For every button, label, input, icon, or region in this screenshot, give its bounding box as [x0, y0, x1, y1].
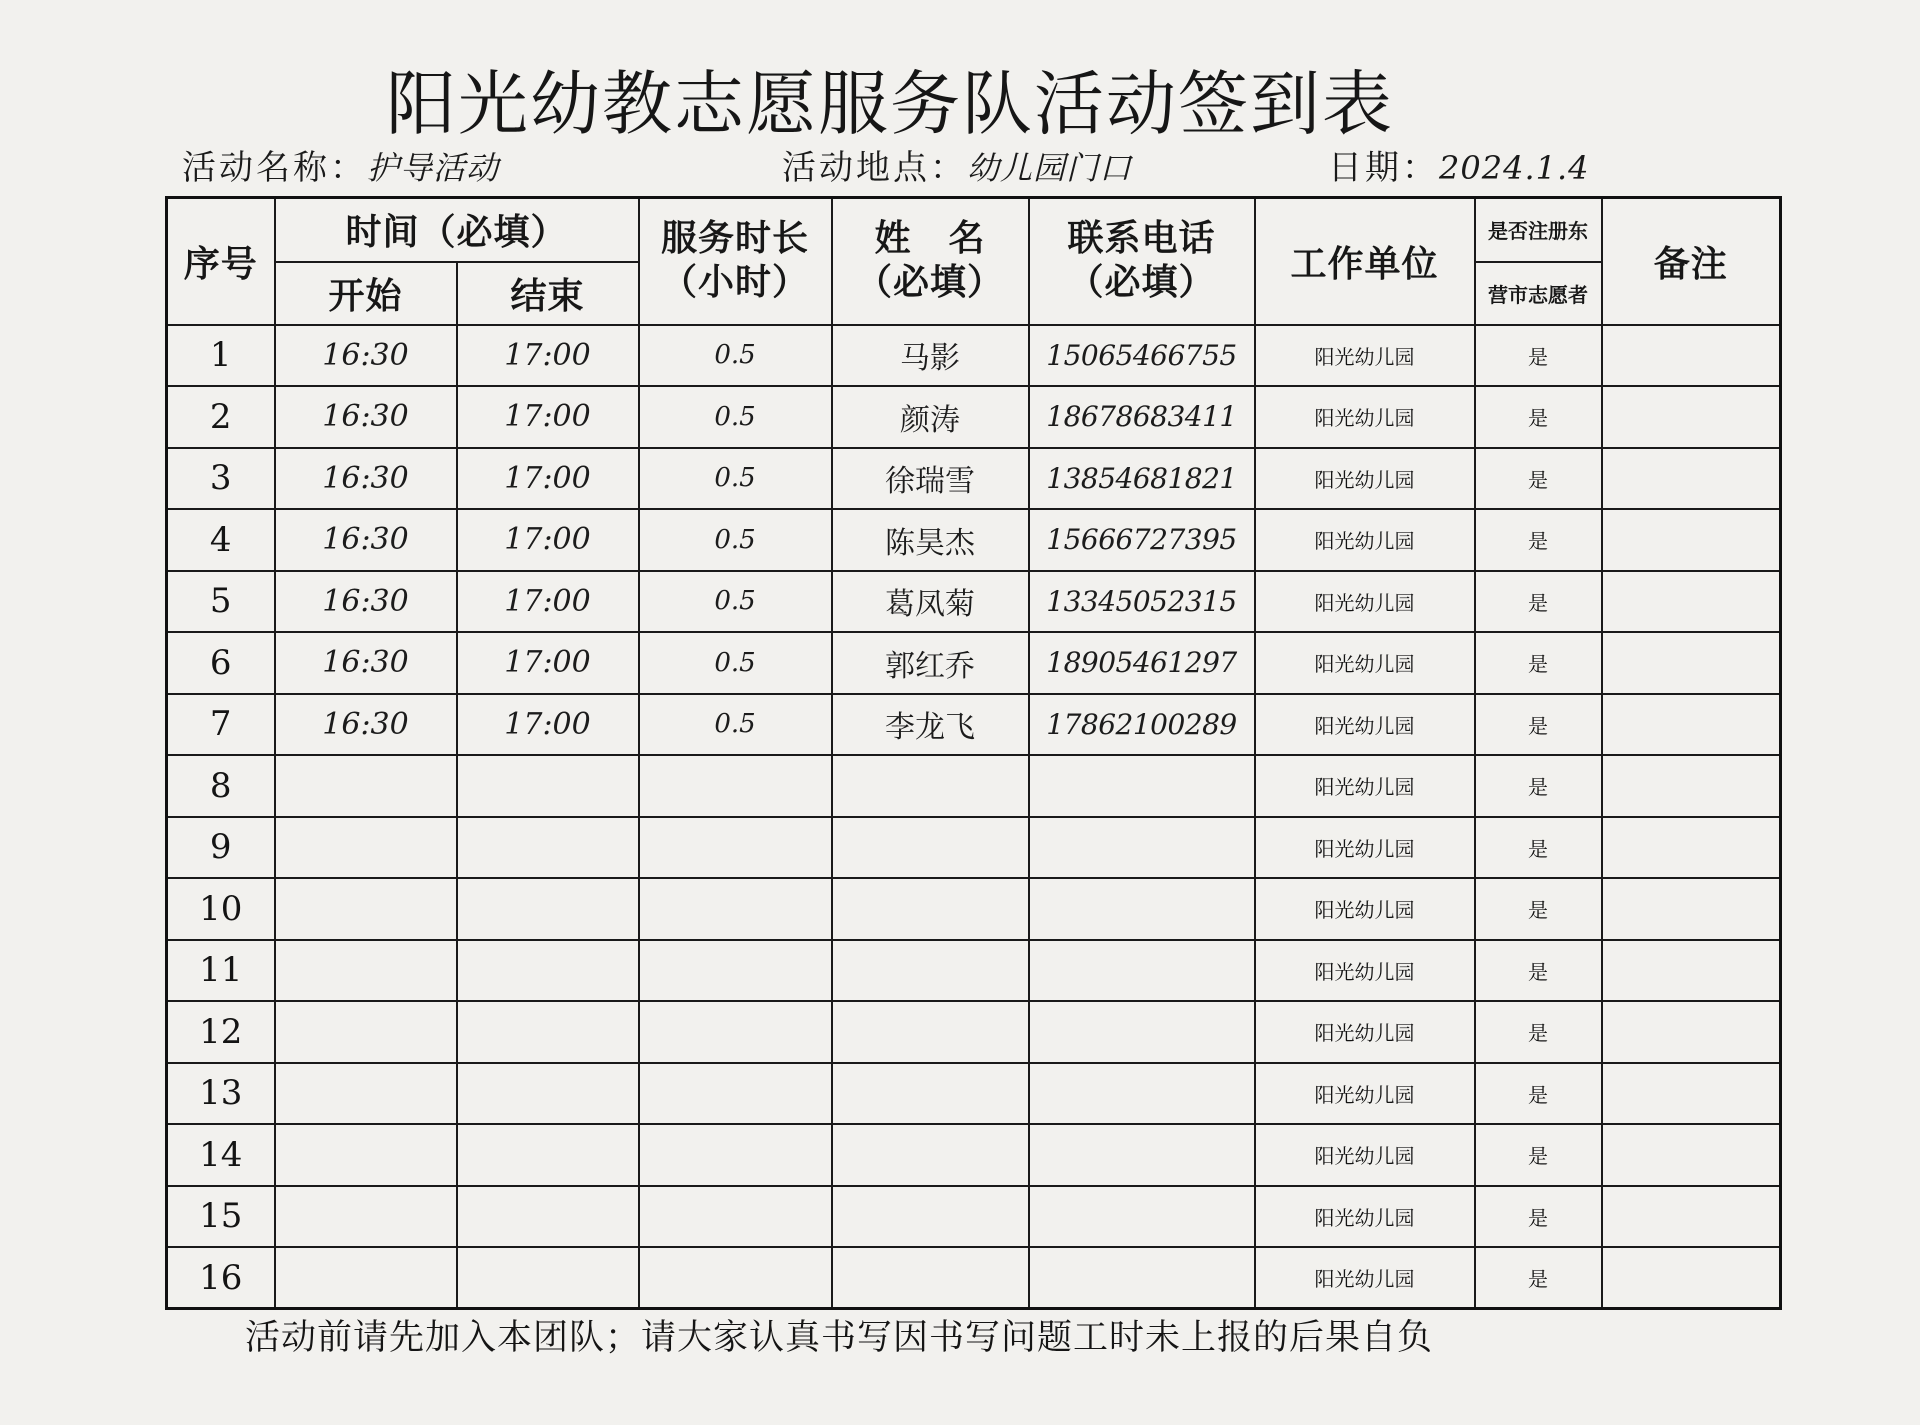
volunteer-name-cell: 郭红乔: [832, 632, 1029, 694]
table-row: [167, 1001, 1781, 1063]
table-row: [167, 448, 1781, 510]
work-unit-cell: 阳光幼儿园: [1255, 1001, 1475, 1063]
registered-cell: 是: [1475, 632, 1602, 694]
remark-cell: [1602, 386, 1781, 448]
duration-cell: [639, 1001, 832, 1063]
remark-cell: [1602, 448, 1781, 510]
row-index: 13: [167, 1063, 275, 1125]
footer-note: 活动前请先加入本团队；请大家认真书写因书写问题工时未上报的后果自负: [245, 1318, 1434, 1358]
row-index: 4: [167, 509, 275, 571]
start-time-cell: [275, 940, 457, 1002]
phone-cell: 18678683411: [1029, 386, 1255, 448]
phone-cell: 15065466755: [1029, 325, 1255, 387]
phone-cell: 18905461297: [1029, 632, 1255, 694]
registered-cell: 是: [1475, 325, 1602, 387]
remark-cell: [1602, 940, 1781, 1002]
duration-cell: [639, 817, 832, 879]
start-time-cell: [275, 817, 457, 879]
end-time-cell: [457, 940, 639, 1002]
duration-cell: [639, 1186, 832, 1248]
row-index: 8: [167, 755, 275, 817]
header-remark: 备注: [1602, 198, 1781, 325]
phone-cell: [1029, 1247, 1255, 1309]
work-unit-cell: 阳光幼儿园: [1255, 817, 1475, 879]
duration-cell: [639, 755, 832, 817]
work-unit-cell: 阳光幼儿园: [1255, 571, 1475, 633]
work-unit-cell: 阳光幼儿园: [1255, 448, 1475, 510]
sign-in-table: [165, 196, 1782, 1310]
table-row: [167, 571, 1781, 633]
end-time-cell: 17:00: [457, 694, 639, 756]
end-time-cell: 17:00: [457, 509, 639, 571]
volunteer-name-cell: [832, 878, 1029, 940]
phone-cell: 17862100289: [1029, 694, 1255, 756]
phone-cell: 13345052315: [1029, 571, 1255, 633]
remark-cell: [1602, 509, 1781, 571]
row-index: 16: [167, 1247, 275, 1309]
remark-cell: [1602, 878, 1781, 940]
volunteer-name-cell: 李龙飞: [832, 694, 1029, 756]
volunteer-name-cell: 颜涛: [832, 386, 1029, 448]
duration-cell: 0.5: [639, 509, 832, 571]
work-unit-cell: 阳光幼儿园: [1255, 878, 1475, 940]
row-index: 15: [167, 1186, 275, 1248]
work-unit-cell: 阳光幼儿园: [1255, 1247, 1475, 1309]
registered-cell: 是: [1475, 1001, 1602, 1063]
work-unit-cell: 阳光幼儿园: [1255, 1124, 1475, 1186]
end-time-cell: 17:00: [457, 448, 639, 510]
start-time-cell: 16:30: [275, 632, 457, 694]
end-time-cell: [457, 1001, 639, 1063]
start-time-cell: [275, 1063, 457, 1125]
table-row: [167, 878, 1781, 940]
end-time-cell: 17:00: [457, 386, 639, 448]
end-time-cell: 17:00: [457, 632, 639, 694]
registered-cell: 是: [1475, 878, 1602, 940]
remark-cell: [1602, 817, 1781, 879]
duration-cell: [639, 878, 832, 940]
registered-cell: 是: [1475, 386, 1602, 448]
phone-cell: [1029, 1001, 1255, 1063]
table-row: [167, 1063, 1781, 1125]
phone-cell: [1029, 755, 1255, 817]
phone-cell: [1029, 1063, 1255, 1125]
duration-cell: 0.5: [639, 694, 832, 756]
remark-cell: [1602, 1001, 1781, 1063]
activity-date: [1328, 140, 1590, 189]
duration-cell: 0.5: [639, 325, 832, 387]
table-row: [167, 817, 1781, 879]
duration-cell: 0.5: [639, 632, 832, 694]
row-index: 7: [167, 694, 275, 756]
activity-date-value: 2024.1.4: [1439, 149, 1590, 187]
activity-location-value: 幼儿园门口: [967, 149, 1133, 187]
header-phone-line1: 联系电话: [1067, 218, 1216, 260]
header-phone: [1029, 198, 1255, 325]
volunteer-name-cell: [832, 1186, 1029, 1248]
row-index: 12: [167, 1001, 275, 1063]
remark-cell: [1602, 755, 1781, 817]
table-row: [167, 694, 1781, 756]
remark-cell: [1602, 1063, 1781, 1125]
remark-cell: [1602, 325, 1781, 387]
end-time-cell: [457, 755, 639, 817]
row-index: 2: [167, 386, 275, 448]
work-unit-cell: 阳光幼儿园: [1255, 632, 1475, 694]
phone-cell: [1029, 1186, 1255, 1248]
work-unit-cell: 阳光幼儿园: [1255, 509, 1475, 571]
registered-cell: 是: [1475, 940, 1602, 1002]
work-unit-cell: 阳光幼儿园: [1255, 694, 1475, 756]
header-name-line1: 姓 名: [874, 218, 986, 260]
volunteer-name-cell: [832, 817, 1029, 879]
duration-cell: 0.5: [639, 386, 832, 448]
end-time-cell: [457, 817, 639, 879]
start-time-cell: [275, 1124, 457, 1186]
duration-cell: [639, 1247, 832, 1309]
table-row: [167, 509, 1781, 571]
row-index: 3: [167, 448, 275, 510]
registered-cell: 是: [1475, 448, 1602, 510]
table-row: [167, 1186, 1781, 1248]
phone-cell: [1029, 878, 1255, 940]
start-time-cell: [275, 1186, 457, 1248]
header-name: [832, 198, 1029, 325]
remark-cell: [1602, 571, 1781, 633]
start-time-cell: 16:30: [275, 571, 457, 633]
start-time-cell: 16:30: [275, 325, 457, 387]
table-row: [167, 1124, 1781, 1186]
registered-cell: 是: [1475, 1186, 1602, 1248]
table-row: [167, 940, 1781, 1002]
registered-cell: 是: [1475, 571, 1602, 633]
end-time-cell: [457, 1247, 639, 1309]
registered-cell: 是: [1475, 817, 1602, 879]
header-start: 开始: [275, 262, 457, 325]
header-duration: [639, 198, 832, 325]
header-name-line2: （必填）: [855, 262, 1004, 304]
table-row: [167, 386, 1781, 448]
activity-location-label: 活动地点：: [782, 148, 967, 188]
remark-cell: [1602, 1247, 1781, 1309]
work-unit-cell: 阳光幼儿园: [1255, 1186, 1475, 1248]
start-time-cell: [275, 878, 457, 940]
start-time-cell: 16:30: [275, 694, 457, 756]
volunteer-name-cell: [832, 1063, 1029, 1125]
activity-location: [782, 140, 1132, 189]
registered-cell: 是: [1475, 509, 1602, 571]
page-title: 阳光幼教志愿服务队活动签到表: [386, 63, 1394, 145]
start-time-cell: 16:30: [275, 386, 457, 448]
duration-cell: [639, 1124, 832, 1186]
duration-cell: [639, 940, 832, 1002]
header-index: 序号: [167, 198, 275, 325]
activity-name-label: 活动名称：: [182, 148, 367, 188]
work-unit-cell: 阳光幼儿园: [1255, 755, 1475, 817]
table-row: [167, 325, 1781, 387]
header-time: 时间（必填）: [275, 198, 639, 262]
duration-cell: 0.5: [639, 571, 832, 633]
registered-cell: 是: [1475, 1063, 1602, 1125]
phone-cell: 13854681821: [1029, 448, 1255, 510]
end-time-cell: [457, 1124, 639, 1186]
work-unit-cell: 阳光幼儿园: [1255, 940, 1475, 1002]
end-time-cell: 17:00: [457, 571, 639, 633]
activity-date-label: 日期：: [1328, 148, 1439, 188]
row-index: 11: [167, 940, 275, 1002]
work-unit-cell: 阳光幼儿园: [1255, 1063, 1475, 1125]
phone-cell: [1029, 1124, 1255, 1186]
header-registered-line2: 营市志愿者: [1475, 262, 1602, 325]
start-time-cell: 16:30: [275, 448, 457, 510]
registered-cell: 是: [1475, 694, 1602, 756]
end-time-cell: [457, 1063, 639, 1125]
start-time-cell: [275, 1001, 457, 1063]
remark-cell: [1602, 1186, 1781, 1248]
volunteer-name-cell: [832, 755, 1029, 817]
row-index: 9: [167, 817, 275, 879]
phone-cell: [1029, 817, 1255, 879]
volunteer-name-cell: [832, 1124, 1029, 1186]
registered-cell: 是: [1475, 755, 1602, 817]
activity-name-value: 护导活动: [367, 149, 500, 187]
registered-cell: 是: [1475, 1124, 1602, 1186]
table-row: [167, 1247, 1781, 1309]
start-time-cell: [275, 1247, 457, 1309]
header-unit: 工作单位: [1255, 198, 1475, 325]
phone-cell: 15666727395: [1029, 509, 1255, 571]
row-index: 10: [167, 878, 275, 940]
duration-cell: [639, 1063, 832, 1125]
phone-cell: [1029, 940, 1255, 1002]
header-end: 结束: [457, 262, 639, 325]
remark-cell: [1602, 1124, 1781, 1186]
registered-cell: 是: [1475, 1247, 1602, 1309]
table-row: [167, 632, 1781, 694]
row-index: 5: [167, 571, 275, 633]
volunteer-name-cell: 陈昊杰: [832, 509, 1029, 571]
header-phone-line2: （必填）: [1067, 262, 1216, 304]
volunteer-name-cell: 徐瑞雪: [832, 448, 1029, 510]
activity-name: [182, 140, 499, 189]
row-index: 6: [167, 632, 275, 694]
start-time-cell: 16:30: [275, 509, 457, 571]
volunteer-name-cell: 马影: [832, 325, 1029, 387]
header-duration-line2: （小时）: [660, 262, 809, 304]
remark-cell: [1602, 632, 1781, 694]
work-unit-cell: 阳光幼儿园: [1255, 386, 1475, 448]
volunteer-name-cell: 葛凤菊: [832, 571, 1029, 633]
work-unit-cell: 阳光幼儿园: [1255, 325, 1475, 387]
remark-cell: [1602, 694, 1781, 756]
end-time-cell: [457, 878, 639, 940]
start-time-cell: [275, 755, 457, 817]
end-time-cell: [457, 1186, 639, 1248]
row-index: 1: [167, 325, 275, 387]
table-row: [167, 755, 1781, 817]
volunteer-name-cell: [832, 940, 1029, 1002]
volunteer-name-cell: [832, 1001, 1029, 1063]
volunteer-name-cell: [832, 1247, 1029, 1309]
header-registered-line1: 是否注册东: [1475, 198, 1602, 262]
duration-cell: 0.5: [639, 448, 832, 510]
end-time-cell: 17:00: [457, 325, 639, 387]
row-index: 14: [167, 1124, 275, 1186]
header-duration-line1: 服务时长: [660, 218, 809, 260]
